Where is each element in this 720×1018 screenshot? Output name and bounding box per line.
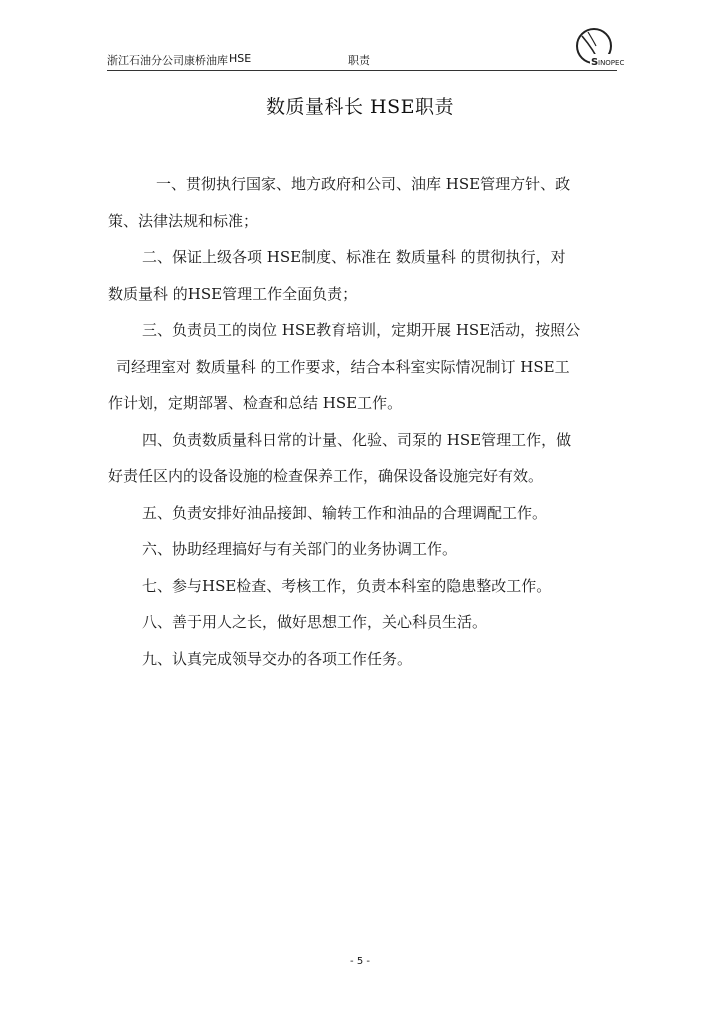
- duty-item-1-line-2: 策、法律法规和标准；: [108, 211, 259, 230]
- duty-item-8-line-1: 八、善于用人之长，做好思想工作，关心科员生活。: [142, 613, 488, 631]
- duty-item-7: [108, 568, 613, 605]
- duty-list: [108, 166, 613, 677]
- svg-text:INOPEC: INOPEC: [598, 59, 625, 67]
- header-rule: [107, 70, 617, 71]
- duty-item-4: [108, 422, 613, 495]
- duty-item-2-line-2: 数质量科 的HSE管理工作全面负责；: [108, 284, 358, 303]
- duty-item-6-line-1: 六、协助经理搞好与有关部门的业务协调工作。: [142, 540, 458, 558]
- page-title: 数质量科长 HSE职责: [266, 96, 454, 118]
- duty-item-4-line-2: 好责任区内的设备设施的检查保养工作，确保设备设施完好有效。: [108, 467, 544, 485]
- duty-item-3-line-1: 三、负责员工的岗位 HSE教育培训，定期开展 HSE活动，按照公: [142, 321, 581, 339]
- duty-item-2: [108, 239, 613, 312]
- duty-item-1-line-1: 一、贯彻执行国家、地方政府和公司、油库 HSE管理方针、政: [156, 175, 571, 193]
- duty-item-9-line-1: 九、认真完成领导交办的各项工作任务。: [142, 649, 413, 668]
- sinopec-logo-icon: [572, 24, 625, 72]
- duty-item-4-line-1: 四、负责数质量科日常的计量、化验、司泵的 HSE管理工作，做: [142, 430, 572, 449]
- duty-item-1: [108, 166, 613, 239]
- svg-text:S: S: [591, 57, 599, 68]
- duty-item-6: [108, 531, 613, 568]
- duty-item-3: [108, 312, 613, 422]
- duty-item-8: [108, 604, 613, 641]
- duty-item-3-line-2: 司经理室对 数质量科 的工作要求，结合本科室实际情况制订 HSE工: [116, 357, 570, 376]
- header-duty: 职责: [348, 54, 370, 67]
- duty-item-2-line-1: 二、保证上级各项 HSE制度、标准在 数质量科 的贯彻执行，对: [142, 248, 566, 266]
- page-number: - 5 -: [350, 956, 370, 967]
- header-company: 浙江石油分公司康桥油库: [107, 54, 228, 67]
- duty-item-5: [108, 495, 613, 532]
- duty-item-9: [108, 641, 613, 678]
- duty-item-5-line-1: 五、负责安排好油品接卸、输转工作和油品的合理调配工作。: [142, 503, 548, 522]
- header-hse: HSE: [229, 52, 252, 65]
- duty-item-3-line-3: 作计划，定期部署、检查和总结 HSE工作。: [108, 394, 403, 412]
- duty-item-7-line-1: 七、参与HSE检查、考核工作，负责本科室的隐患整改工作。: [142, 576, 552, 595]
